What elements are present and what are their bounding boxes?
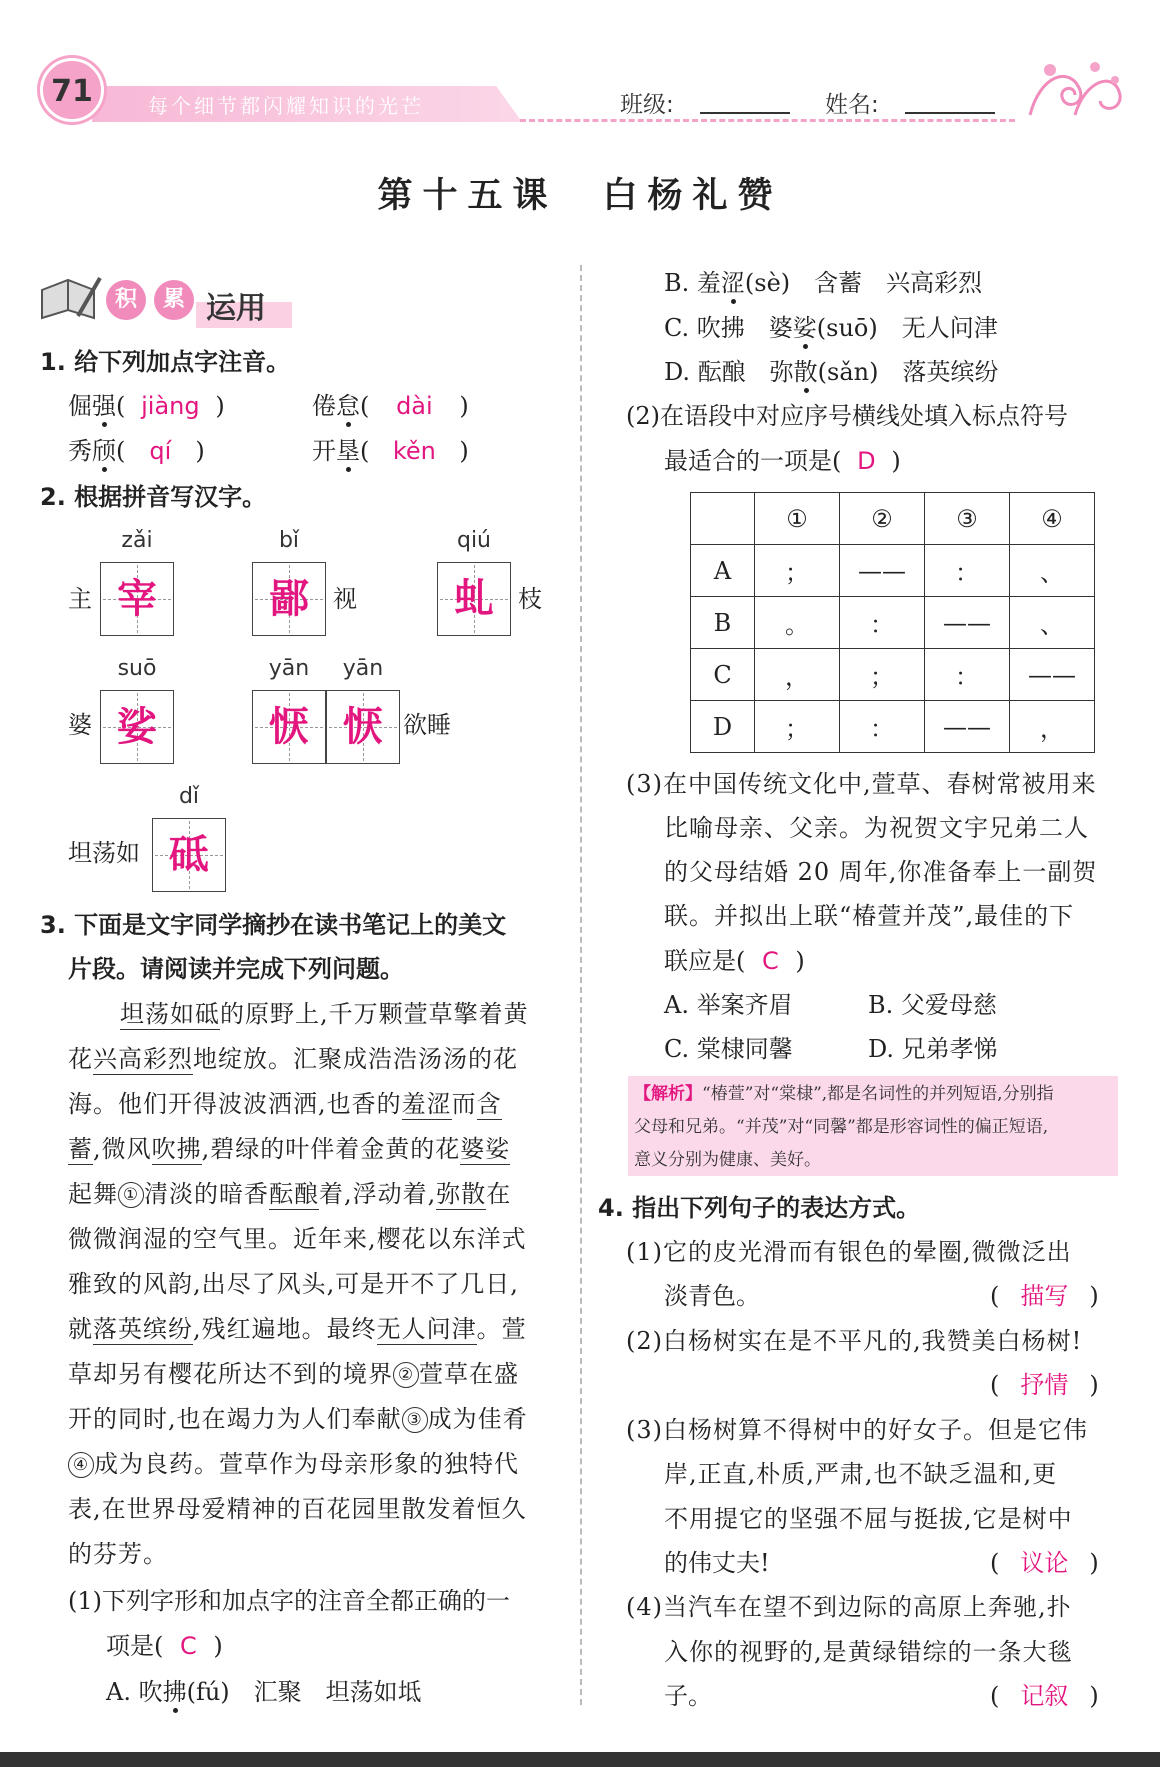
q4-s3-answer: 议论 — [1020, 1549, 1069, 1577]
q4-s4-line3: 子。 — [664, 1682, 712, 1710]
q2-w2-pinyin: bǐ — [278, 528, 300, 553]
q3-sub3-option-b: B. 父爱母慈 — [868, 991, 997, 1019]
table-cell: ， — [1010, 701, 1095, 753]
q2-w1-pinyin: zǎi — [121, 528, 153, 553]
q4-s4-answer-box: ( 记叙 ) — [990, 1682, 1099, 1710]
class-label: 班级: — [620, 92, 674, 118]
table-cell: —— — [1010, 649, 1095, 701]
q4-s3-line4: 的伟丈夫! — [664, 1549, 770, 1577]
q2-w5-pinyin-2: yān — [342, 656, 384, 681]
q4-s2-answer: 抒情 — [1020, 1371, 1069, 1399]
q3-sub1-option-a: A. 吹拂(fú) 汇聚 坦荡如坻 — [106, 1678, 422, 1706]
lesson-title: 第十五课 白杨礼赞 — [377, 175, 783, 216]
q2-w1-grid: 宰 — [100, 562, 174, 636]
q2-w2-grid: 鄙 — [252, 562, 326, 636]
table-cell: 、 — [1010, 545, 1095, 597]
q4-s2-line1: (2)白杨树实在是不平凡的,我赞美白杨树! — [626, 1327, 1083, 1355]
q3-sub3-option-a: A. 举案齐眉 — [664, 991, 793, 1019]
q3-sub1-answer: C — [179, 1632, 197, 1660]
table-cell: C — [691, 649, 755, 701]
passage-line-1: 坦荡如砥的原野上,千万颗萱草擎着黄 — [120, 1000, 529, 1028]
table-cell — [691, 493, 755, 545]
q1-answer-1: jiàng — [141, 392, 200, 420]
q3-sub3-line1: (3)在中国传统文化中,萱草、春树常被用来 — [626, 770, 1097, 798]
q3-sub3-line5: 联应是( C ) — [664, 947, 805, 975]
table-cell: —— — [925, 597, 1010, 649]
passage-line-6: 微微润湿的空气里。近年来,樱花以东洋式 — [68, 1225, 527, 1253]
table-cell: ： — [925, 545, 1010, 597]
q2-w5-pinyin-1: yān — [268, 656, 310, 681]
header-divider — [520, 119, 1015, 122]
table-cell: ； — [755, 701, 840, 753]
q4-s3-line2: 岸,正直,朴质,严肃,也不缺乏温和,更 — [664, 1460, 1058, 1488]
q1-answer-3: qí — [149, 437, 172, 465]
q3-sub2-line2: 最适合的一项是( D ) — [664, 447, 901, 475]
q3-stem-line2: 片段。请阅读并完成下列问题。 — [68, 955, 404, 983]
q2-w3-grid: 虬 — [437, 562, 511, 636]
q4-s1-line2: 淡青色。 — [664, 1282, 760, 1310]
name-label: 姓名: — [825, 92, 879, 118]
passage-line-9: 草却另有樱花所达不到的境界 ② 萱草在盛 — [68, 1360, 519, 1388]
q2-w6-grid: 砥 — [152, 818, 226, 892]
book-pen-icon — [38, 272, 104, 324]
analysis-box — [628, 1076, 1118, 1176]
q2-w6-pinyin: dǐ — [178, 784, 200, 809]
q1-item-4: 开垦( kěn ) — [312, 437, 469, 465]
column-divider — [580, 265, 582, 1705]
table-row — [691, 701, 1095, 753]
q3-sub3-line2: 比喻母亲、父亲。为祝贺文宇兄弟二人 — [664, 814, 1089, 842]
name-field[interactable] — [905, 112, 995, 114]
q3-sub3-option-c: C. 棠棣同馨 — [664, 1035, 793, 1063]
q3-stem-line1: 3. 下面是文宇同学摘抄在读书笔记上的美文 — [40, 911, 507, 939]
passage-line-7: 雅致的风韵,出尽了风头,可是开不了几日, — [68, 1270, 519, 1298]
q3-sub3-option-d: D. 兄弟孝悌 — [868, 1035, 998, 1063]
q3-sub3-line3: 的父母结婚 20 周年,你准备奉上一副贺 — [664, 858, 1098, 886]
table-cell: 。 — [755, 597, 840, 649]
passage-line-11: ④ 成为良药。萱草作为母亲形象的独特代 — [68, 1449, 519, 1479]
q2-w6-prefix: 坦荡如 — [68, 839, 140, 867]
q2-w5-grid-1: 恹 — [252, 690, 326, 764]
q4-s4-line1: (4)当汽车在望不到边际的高原上奔驰,扑 — [626, 1593, 1072, 1621]
q3-sub2-answer: D — [857, 447, 876, 475]
table-cell: —— — [840, 545, 925, 597]
passage-line-4: 蓄,微风吹拂,碧绿的叶伴着金黄的花婆娑 — [68, 1135, 511, 1163]
q3-sub1-option-d: D. 酝酿 弥散(sǎn) 落英缤纷 — [664, 358, 999, 386]
q3-sub1-option-b: B. 羞涩(sè) 含蓄 兴高彩烈 — [664, 269, 983, 297]
q4-s3-line1: (3)白杨树算不得树中的好女子。但是它伟 — [626, 1416, 1088, 1444]
table-cell: D — [691, 701, 755, 753]
page-number: 71 — [40, 58, 104, 122]
q4-s1-line1: (1)它的皮光滑而有银色的晕圈,微微泛出 — [626, 1238, 1072, 1266]
q4-s1-answer-box: ( 描写 ) — [990, 1282, 1099, 1310]
q1-answer-4: kěn — [392, 437, 436, 465]
q1-stem: 1. 给下列加点字注音。 — [40, 348, 291, 376]
passage-line-5: 起舞 ① 清淡的暗香酝酿着,浮动着,弥散在 — [68, 1180, 512, 1208]
floral-ornament-icon — [1020, 55, 1130, 125]
q3-sub2-line1: (2)在语段中对应序号横线处填入标点符号 — [626, 402, 1068, 430]
analysis-line-3: 意义分别为健康、美好。 — [634, 1150, 821, 1170]
q3-sub3-line4: 联。并拟出上联“椿萱并茂”,最佳的下 — [664, 902, 1075, 930]
analysis-line-2: 父母和兄弟。“并茂”对“同馨”都是形容词性的偏正短语, — [634, 1117, 1049, 1137]
q2-w1-prefix: 主 — [68, 585, 92, 613]
table-cell: B — [691, 597, 755, 649]
table-header-row — [691, 493, 1095, 545]
table-cell: —— — [925, 701, 1010, 753]
table-cell: ① — [755, 493, 840, 545]
q2-w3-suffix: 枝 — [518, 585, 542, 613]
passage-line-2: 花兴高彩烈地绽放。汇聚成浩浩汤汤的花 — [68, 1045, 518, 1073]
q2-stem: 2. 根据拼音写汉字。 — [40, 483, 267, 511]
q1-item-3: 秀颀( qí ) — [68, 437, 205, 465]
table-row — [691, 649, 1095, 701]
q2-w5-grid-2: 恹 — [326, 690, 400, 764]
table-cell: 、 — [1010, 597, 1095, 649]
analysis-line-1: “椿萱”对“棠棣”,都是名词性的并列短语,分别指 — [702, 1084, 1054, 1104]
table-row — [691, 545, 1095, 597]
q2-w4-pinyin: suō — [117, 656, 157, 681]
q4-s4-answer: 记叙 — [1020, 1682, 1069, 1710]
table-row — [691, 597, 1095, 649]
q4-s3-answer-box: ( 议论 ) — [990, 1549, 1099, 1577]
passage-line-13: 的芬芳。 — [68, 1540, 168, 1568]
table-cell: A — [691, 545, 755, 597]
q4-s3-line3: 不用提它的坚强不屈与挺拔,它是树中 — [664, 1505, 1073, 1533]
analysis-label: 【解析】 — [634, 1084, 702, 1104]
q2-w3-pinyin: qiú — [456, 528, 492, 553]
class-field[interactable] — [700, 112, 790, 114]
passage-line-10: 开的同时,也在竭力为人们奉献 ③ 成为佳肴 — [68, 1405, 528, 1433]
section-badge-1: 积 — [106, 280, 146, 320]
passage-line-3: 海。他们开得波波洒洒,也香的羞涩而含 — [68, 1090, 502, 1118]
table-cell: ： — [840, 701, 925, 753]
q2-w2-suffix: 视 — [333, 585, 357, 613]
table-cell: ； — [755, 545, 840, 597]
table-cell: ④ — [1010, 493, 1095, 545]
section-title: 运用 — [206, 291, 266, 326]
q4-s1-answer: 描写 — [1020, 1282, 1069, 1310]
passage-line-8: 就落英缤纷,残红遍地。最终无人问津。萱 — [68, 1315, 527, 1343]
punctuation-table — [690, 492, 1095, 753]
table-cell: ： — [840, 597, 925, 649]
table-cell: ： — [925, 649, 1010, 701]
q1-answer-2: dài — [396, 392, 433, 420]
footer-bar — [0, 1752, 1160, 1767]
header-slogan: 每个细节都闪耀知识的光芒 — [148, 94, 424, 118]
q3-sub1-option-c: C. 吹拂 婆娑(suō) 无人问津 — [664, 314, 998, 342]
q3-sub3-answer: C — [761, 947, 779, 975]
q3-sub1-line1: (1)下列字形和加点字的注音全都正确的一 — [68, 1587, 510, 1615]
q4-s2-answer-box: ( 抒情 ) — [990, 1371, 1099, 1399]
q3-sub1-line2: 项是( C ) — [106, 1632, 223, 1660]
table-cell: ， — [755, 649, 840, 701]
table-cell: ③ — [925, 493, 1010, 545]
table-cell: ② — [840, 493, 925, 545]
section-badge-2: 累 — [154, 280, 194, 320]
q1-item-2: 倦怠( dài ) — [312, 392, 469, 420]
table-cell: ； — [840, 649, 925, 701]
q4-s4-line2: 入你的视野的,是黄绿错综的一条大毯 — [664, 1638, 1073, 1666]
q2-w4-grid: 娑 — [100, 690, 174, 764]
q4-stem: 4. 指出下列句子的表达方式。 — [598, 1194, 921, 1222]
q2-w4-prefix: 婆 — [68, 711, 92, 739]
passage-line-12: 表,在世界母爱精神的百花园里散发着恒久 — [68, 1495, 527, 1523]
q1-item-1: 倔强( jiàng ) — [68, 392, 225, 420]
q2-w5-suffix: 欲睡 — [403, 711, 451, 739]
